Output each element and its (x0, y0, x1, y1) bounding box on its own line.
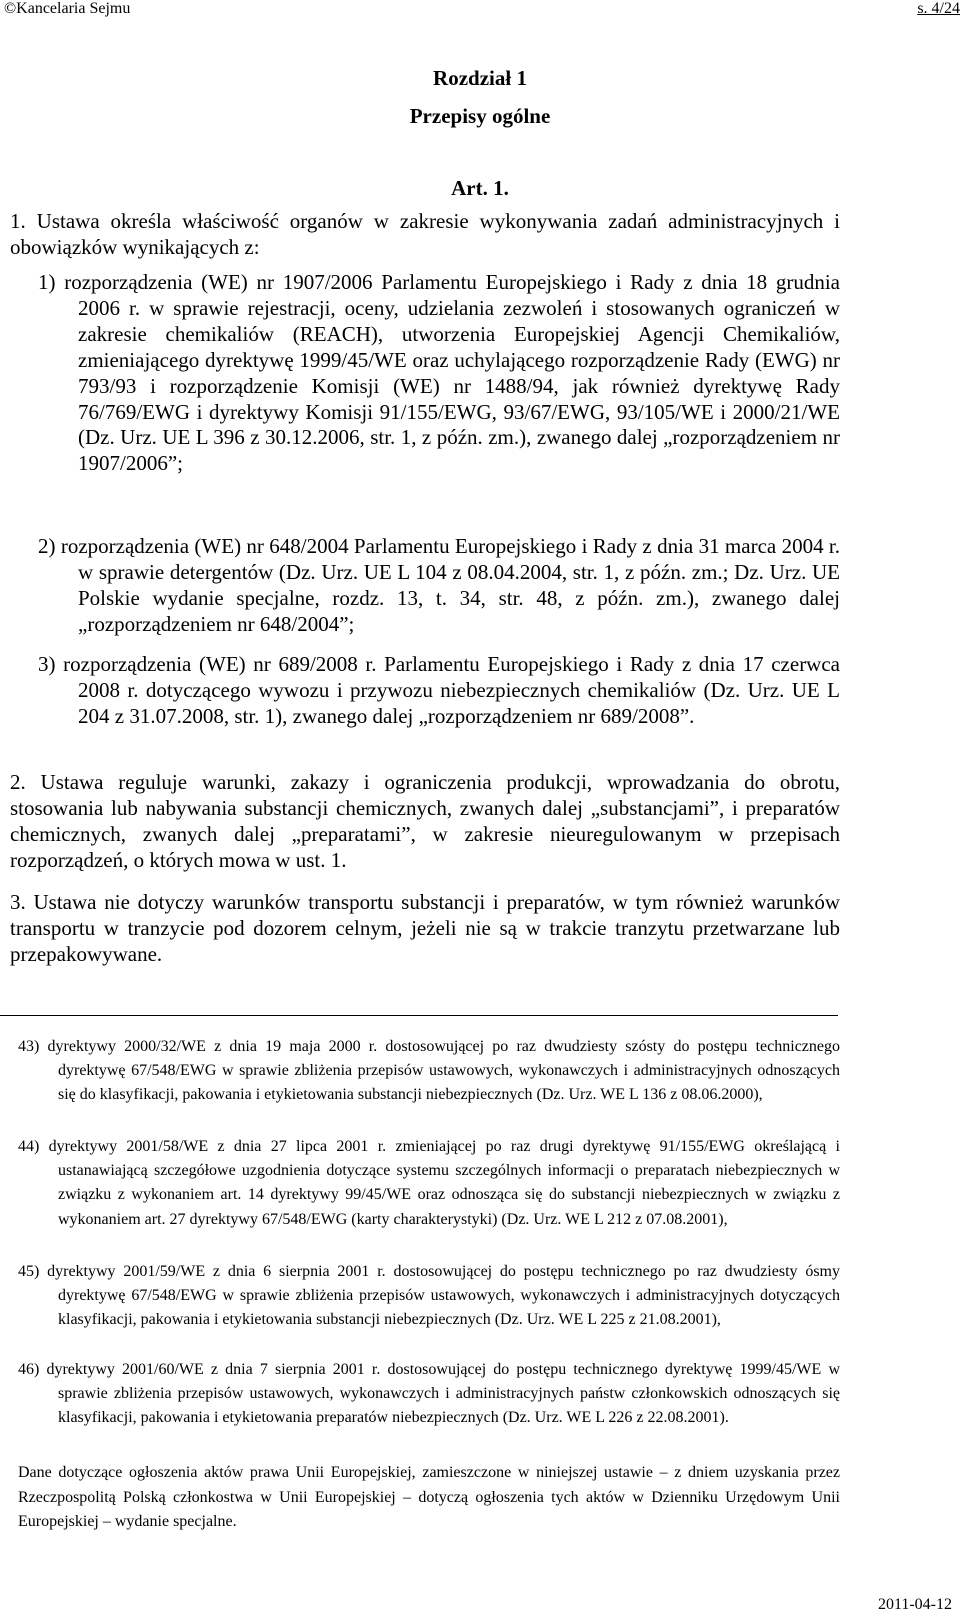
footnote: 45) dyrektywy 2001/59/WE z dnia 6 sierpnia 2001 r. dostosowującej do postępu technicznego po raz dwudziesty ósmy dyrektywę 67/548/EWG w sprawie zbliżenia przepisów ustawowych, wykonawczych i administracyjnych dotyczących klasyfikacji, pakowania i etykietowania substancji niebezpiecznych (Dz. Urz. WE L 225 z 21.08.2001), (18, 1263, 840, 1329)
page-header (0, 0, 960, 24)
list-item: 1) rozporządzenia (WE) nr 1907/2006 Parlamentu Europejskiego i Rady z dnia 18 grudnia 2006 r. w sprawie rejestracji, oceny, udzielania zezwoleń i stosowanych ograniczeń w zakresie chemikaliów (REACH), utworzenia Europejskiej Agencji Chemikaliów, zmieniającego dyrektywę 1999/45/WE oraz uchylającego rozporządzenie Rady (EWG) nr 793/93 i rozporządzenie Komisji (WE) nr 1488/94, jak również dyrektywę Rady 76/769/EWG i dyrektywy Komisji 91/155/EWG, 93/67/EWG, 93/105/WE i 2000/21/WE (Dz. Urz. UE L 396 z 30.12.2006, str. 1, z późn. zm.), zwanego dalej „rozporządzeniem nr 1907/2006”; (38, 270, 840, 476)
page-number-link[interactable]: s. 4/24 (917, 0, 960, 17)
paragraph-3: 3. Ustawa nie dotyczy warunków transportu substancji i preparatów, w tym również warunków transportu w tranzycie pod dozorem celnym, jeżeli nie są w trakcie tranzytu przetwarzane lub przepakowywane. (10, 890, 840, 966)
footnote: 44) dyrektywy 2001/58/WE z dnia 27 lipca 2001 r. zmieniającej po raz drugi dyrektywę 91/155/EWG określającą i ustanawiającą szczegółowe uzgodnienia dotyczące systemu szczególnych informacji o preparatach niebezpiecznych w związku z wykonaniem art. 14 dyrektywy 99/45/WE oraz odnosząca się do substancji niebezpiecznych w związku z wykonaniem art. 27 dyrektywy 67/548/EWG (karty charakterystyki) (Dz. Urz. WE L 212 z 07.08.2001), (18, 1138, 840, 1228)
list-item: 3) rozporządzenia (WE) nr 689/2008 r. Parlamentu Europejskiego i Rady z dnia 17 czerwca 2008 r. dotyczącego wywozu i przywozu niebezpiecznych chemikaliów (Dz. Urz. UE L 204 z 31.07.2008, str. 1), zwanego dalej „rozporządzeniem nr 689/2008”. (38, 652, 840, 728)
chapter-subtitle: Przepisy ogólne (409, 104, 551, 128)
chapter-title: Rozdział 1 (433, 66, 527, 90)
footnote-divider (0, 1015, 838, 1016)
editorial-note: Dane dotyczące ogłoszenia aktów prawa Unii Europejskiej, zamieszczone w niniejszej ustawie – z dniem uzyskania przez Rzeczpospolitą Polską członkostwa w Unii Europejskiej – dotyczą ogłoszenia tych aktów w Dzienniku Urzędowym Unii Europejskiej – wydanie specjalne. (18, 1464, 840, 1530)
article-heading: Art. 1. (451, 176, 509, 200)
copyright-label: ©Kancelaria Sejmu (4, 0, 131, 17)
paragraph-2: 2. Ustawa reguluje warunki, zakazy i ograniczenia produkcji, wprowadzania do obrotu, stosowania lub nabywania substancji chemicznych, zwanych dalej „substancjami”, i preparatów chemicznych, zwanych dalej „preparatami”, w zakresie nieuregulowanym w przepisach rozporządzeń, o których mowa w ust. 1. (10, 770, 840, 872)
paragraph-1: 1. Ustawa określa właściwość organów w zakresie wykonywania zadań administracyjnych i obowiązków wynikających z: (10, 209, 840, 259)
list-item: 2) rozporządzenia (WE) nr 648/2004 Parlamentu Europejskiego i Rady z dnia 31 marca 2004 r. w sprawie detergentów (Dz. Urz. UE L 104 z 08.04.2004, str. 1, z późn. zm.; Dz. Urz. UE Polskie wydanie specjalne, rozdz. 13, t. 34, str. 48, z późn. zm.), zwanego dalej „rozporządzeniem nr 648/2004”; (38, 534, 840, 636)
footnote: 43) dyrektywy 2000/32/WE z dnia 19 maja 2000 r. dostosowującej po raz dwudziesty szósty do postępu technicznego dyrektywę 67/548/EWG w sprawie zbliżenia przepisów ustawowych, wykonawczych i administracyjnych odnoszących się do klasyfikacji, pakowania i etykietowania substancji niebezpiecznych (Dz. Urz. WE L 136 z 08.06.2000), (18, 1038, 840, 1104)
footnote: 46) dyrektywy 2001/60/WE z dnia 7 sierpnia 2001 r. dostosowującej do postępu technicznego dyrektywę 1999/45/WE w sprawie zbliżenia przepisów ustawowych, wykonawczych i administracyjnych państw członkowskich odnoszących się klasyfikacji, pakowania i etykietowania preparatów niebezpiecznych (Dz. Urz. WE L 226 z 22.08.2001). (18, 1361, 840, 1427)
document-date: 2011-04-12 (877, 1596, 952, 1613)
